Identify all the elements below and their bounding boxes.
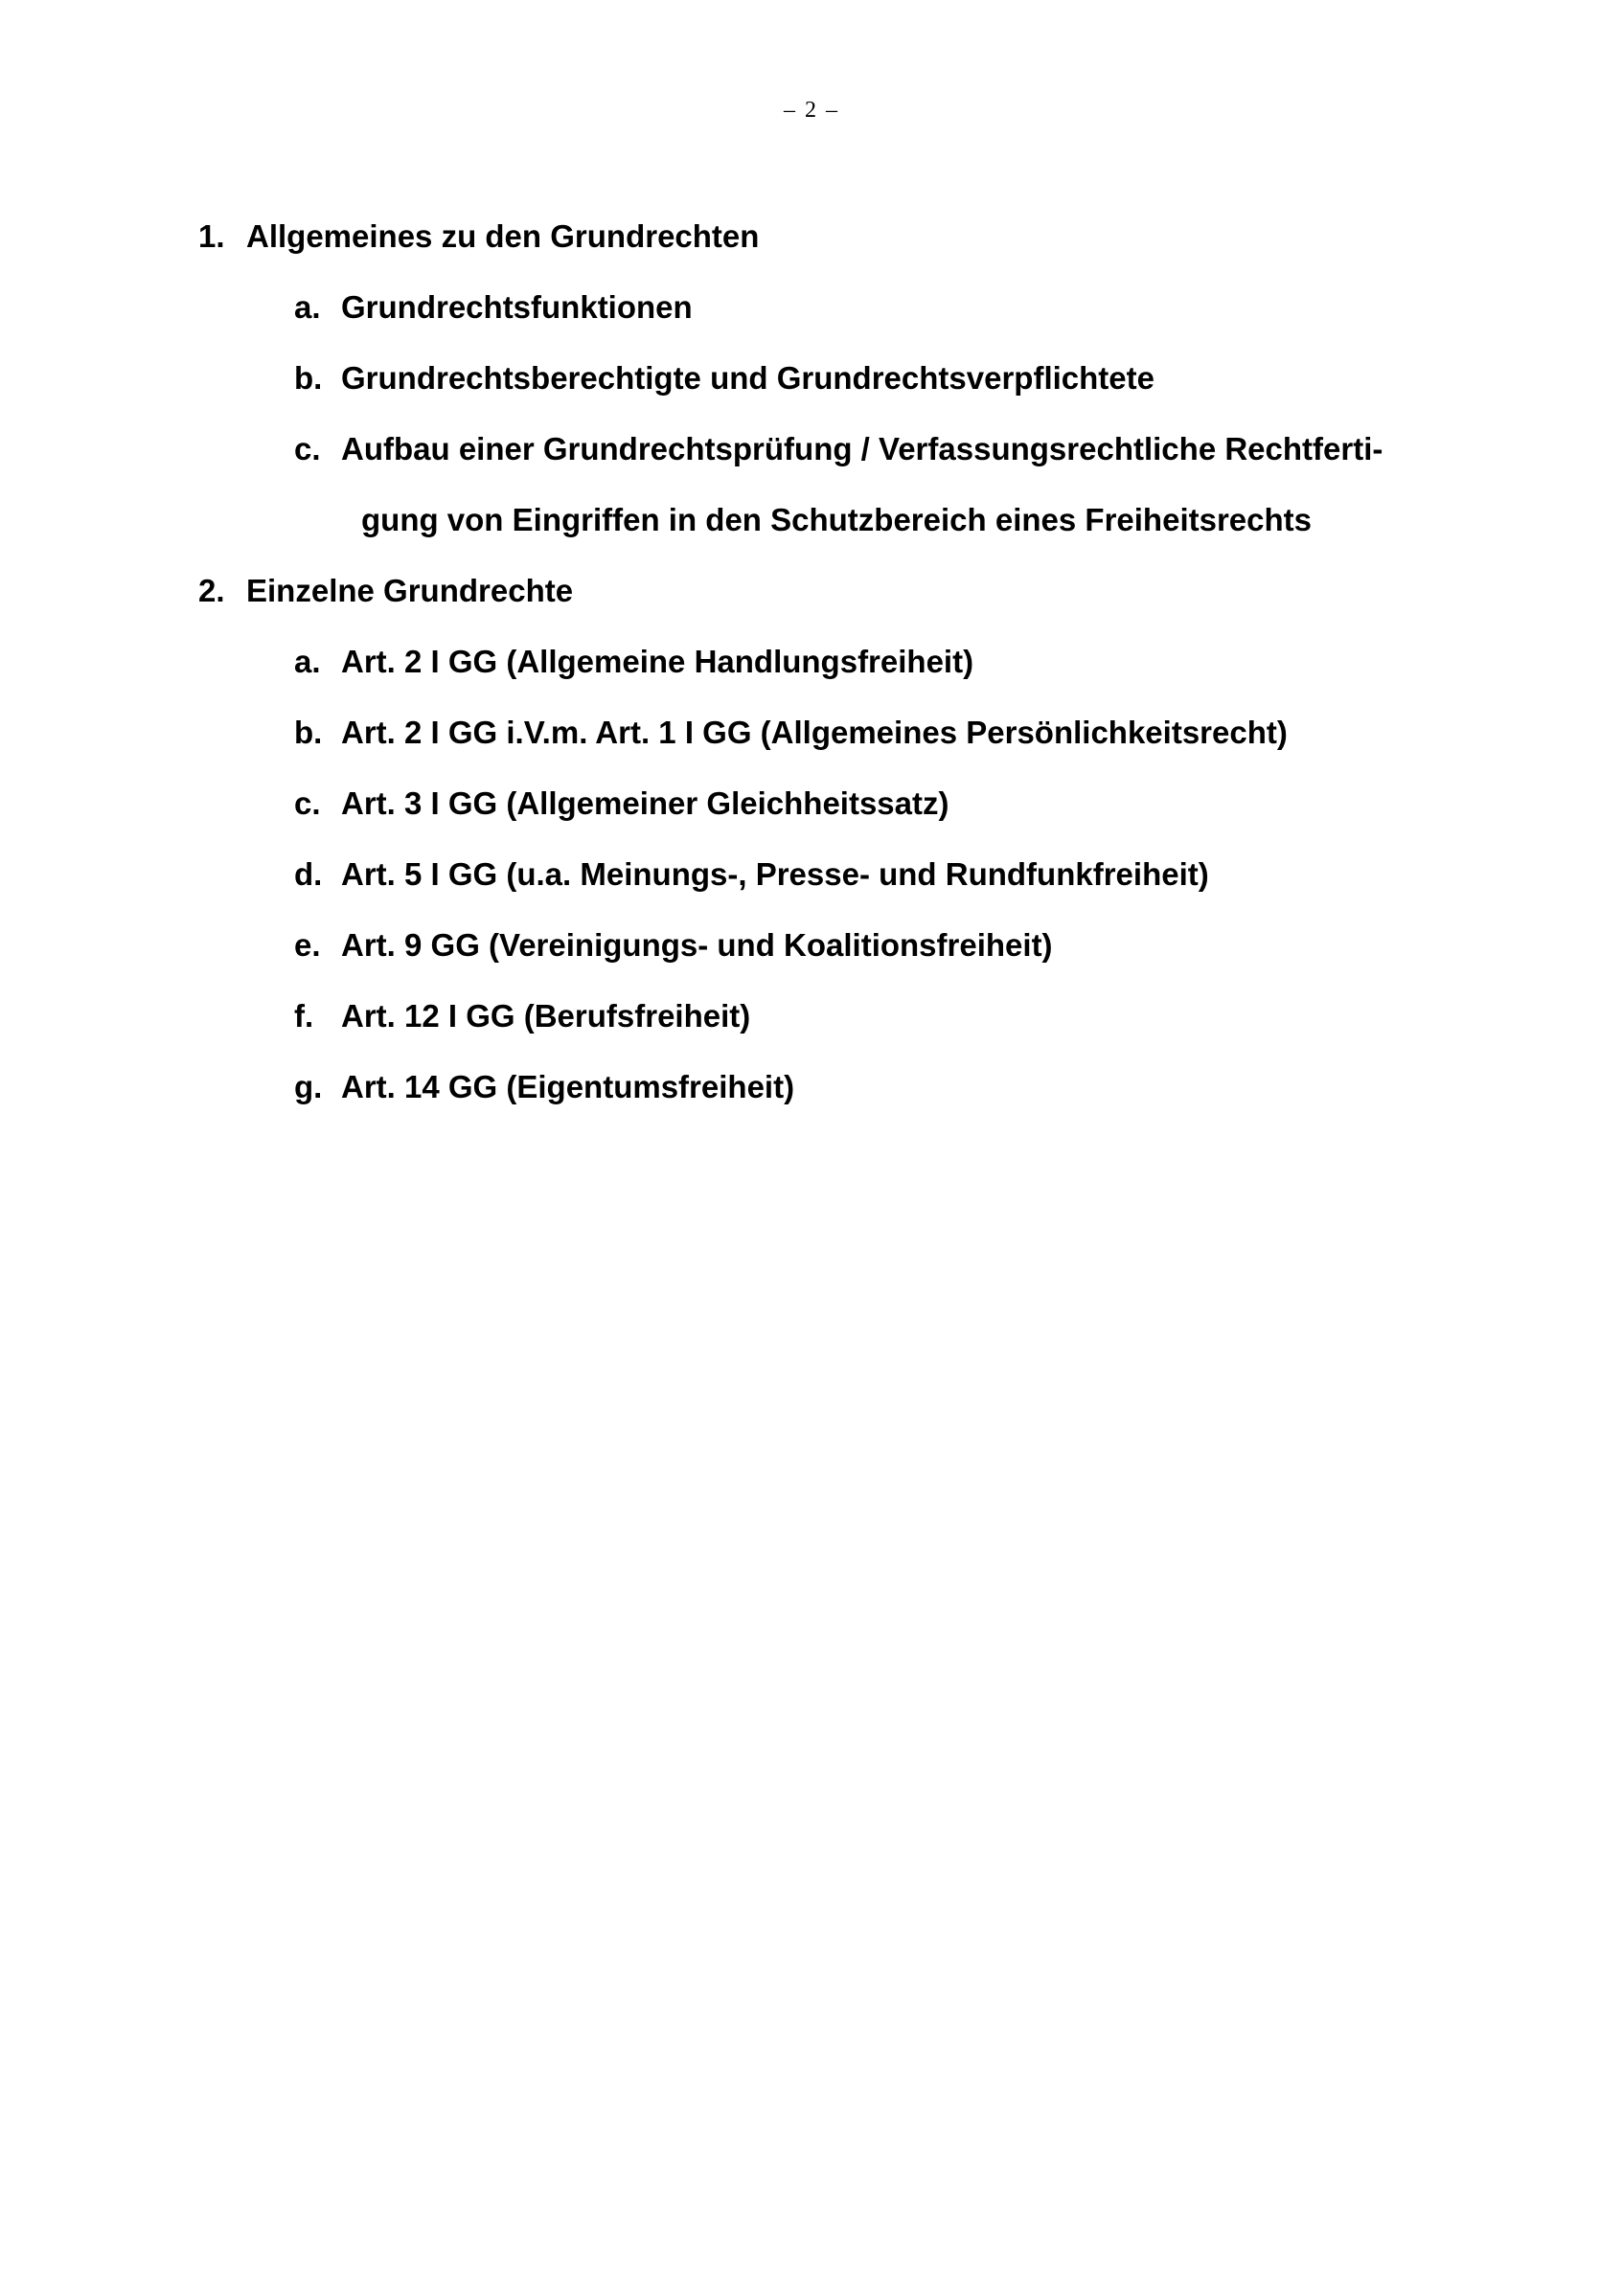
list-item-text: Art. 14 GG (Eigentumsfreiheit) xyxy=(341,1069,795,1104)
list-item-2e xyxy=(0,910,1623,981)
list-item-text: Grundrechtsfunktionen xyxy=(341,289,693,325)
section-heading-1 xyxy=(0,201,1623,272)
section-title: Allgemeines zu den Grundrechten xyxy=(246,218,760,254)
list-item-1a xyxy=(0,272,1623,343)
list-marker: g. xyxy=(294,1069,323,1104)
list-marker: a. xyxy=(294,644,321,679)
list-marker: c. xyxy=(294,785,321,821)
list-marker: b. xyxy=(294,715,323,750)
list-marker: f. xyxy=(294,998,314,1034)
list-marker: e. xyxy=(294,927,321,963)
list-item-2a xyxy=(0,626,1623,697)
list-marker: b. xyxy=(294,360,323,396)
section-title: Einzelne Grundrechte xyxy=(246,573,574,608)
list-marker: 2. xyxy=(198,573,225,608)
list-item-1b xyxy=(0,343,1623,414)
list-item-text: Art. 2 I GG (Allgemeine Handlungsfreiheit) xyxy=(341,644,974,679)
list-item-text: Aufbau einer Grundrechtsprüfung / Verfassungsrechtliche Rechtferti- xyxy=(341,431,1383,466)
list-item-2c xyxy=(0,768,1623,839)
list-item-2d xyxy=(0,839,1623,910)
list-item-2f xyxy=(0,981,1623,1052)
list-item-text: Art. 2 I GG i.V.m. Art. 1 I GG (Allgemeines Persönlichkeitsrecht) xyxy=(341,715,1288,750)
list-item-text: Art. 3 I GG (Allgemeiner Gleichheitssatz) xyxy=(341,785,949,821)
list-item-2b xyxy=(0,697,1623,768)
list-marker: d. xyxy=(294,856,323,892)
list-marker: 1. xyxy=(198,218,225,254)
list-item-text: Art. 12 I GG (Berufsfreiheit) xyxy=(341,998,751,1034)
outline-list xyxy=(0,201,1623,1123)
list-marker: a. xyxy=(294,289,321,325)
list-item-text: Art. 5 I GG (u.a. Meinungs-, Presse- und Rundfunkfreiheit) xyxy=(341,856,1209,892)
list-item-text: Grundrechtsberechtigte und Grundrechtsverpflichtete xyxy=(341,360,1154,396)
page-number: – 2 – xyxy=(784,98,839,123)
list-item-2g xyxy=(0,1052,1623,1123)
list-item-1c-continuation xyxy=(0,485,1623,556)
list-item-text: Art. 9 GG (Vereinigungs- und Koalitionsfreiheit) xyxy=(341,927,1053,963)
section-heading-2 xyxy=(0,556,1623,626)
list-item-text-continuation: gung von Eingriffen in den Schutzbereich eines Freiheitsrechts xyxy=(361,502,1312,537)
list-marker: c. xyxy=(294,431,321,466)
list-item-1c xyxy=(0,414,1623,485)
